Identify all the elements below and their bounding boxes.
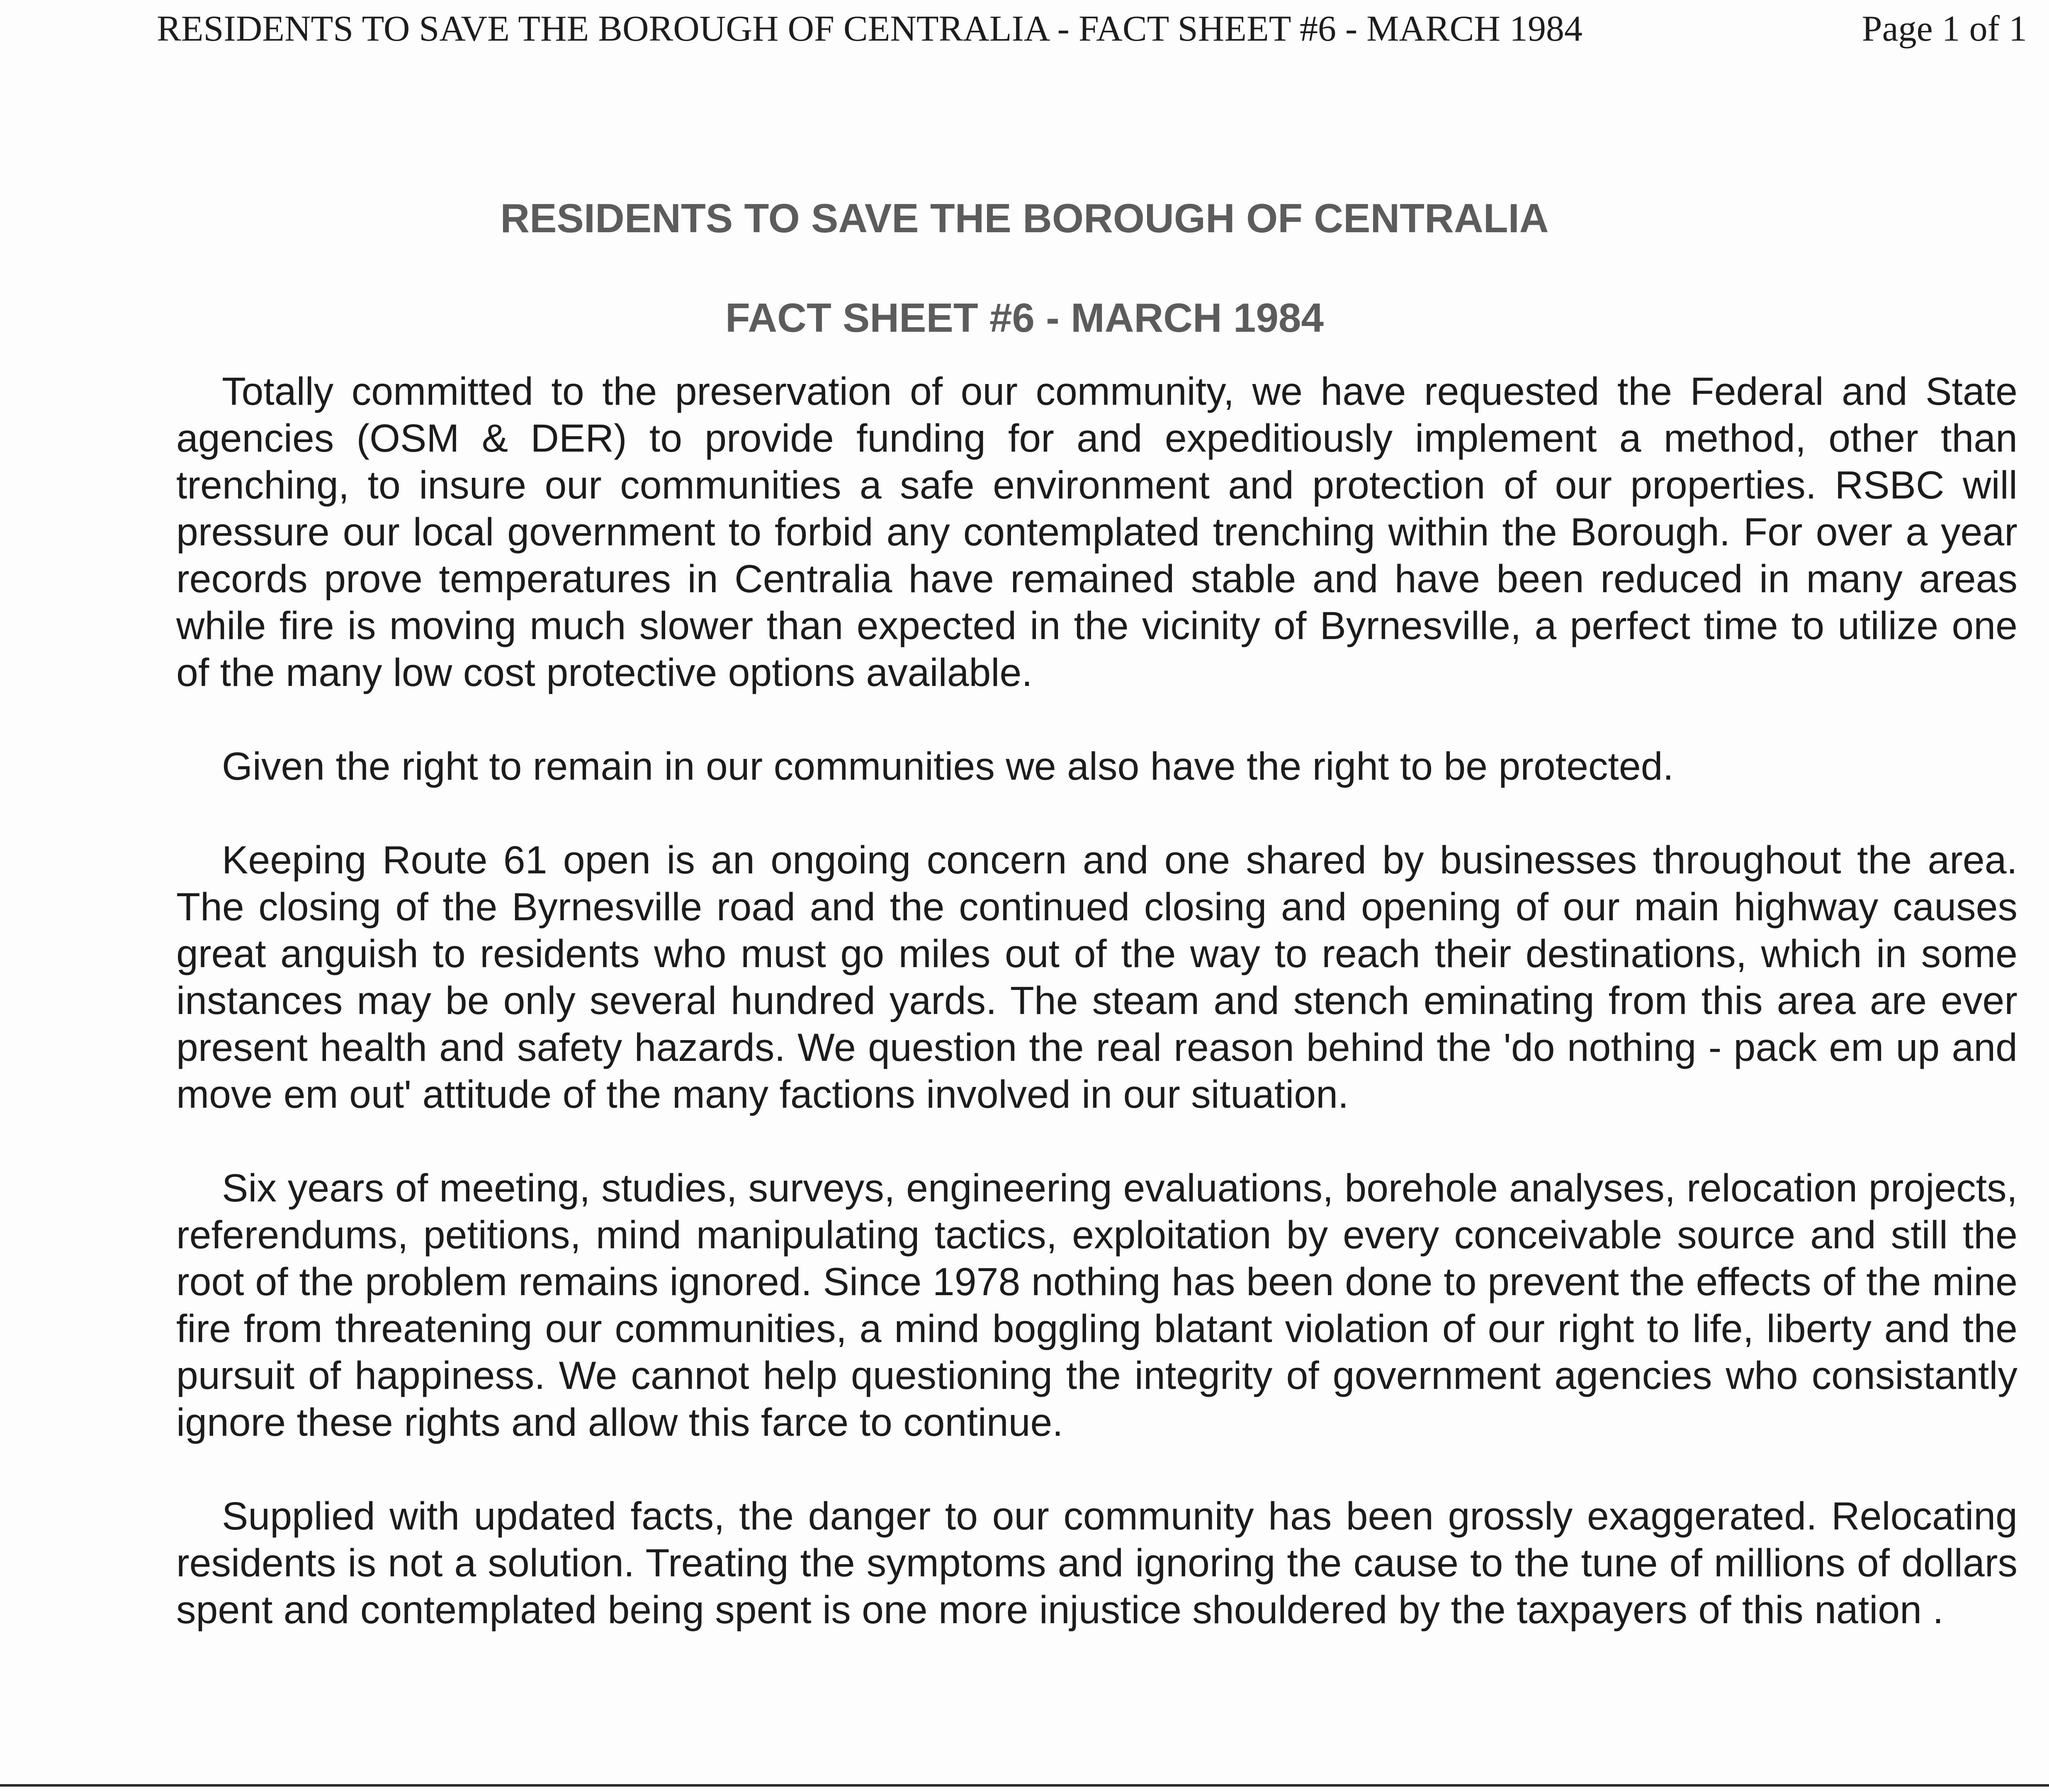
fact-sheet-heading: FACT SHEET #6 - MARCH 1984 <box>725 295 1324 340</box>
paragraph-2: Given the right to remain in our communities we also have the right to be protected. <box>222 744 1674 788</box>
page-bottom-edge <box>0 1784 2049 1787</box>
paragraph-1: Totally committed to the preservation of our community, we have requested the Federal and State agencies (OSM & DER) to provide funding for and expeditiously implement a method, other than trenching, to insure our communities a safe environment and protection of our properties. RSBC will pressure our local government to forbid any contemplated trenching within the Borough. For over a year records prove temperatures in Centralia have remained stable and have been reduced in many areas while fire is moving much slower than expected in the vicinity of Byrnesville, a perfect time to utilize one of the many low cost protective options available. <box>176 370 2017 695</box>
running-header <box>157 0 2031 58</box>
page-number: Page 1 of 1 <box>1862 9 2027 49</box>
paragraph-4: Six years of meeting, studies, surveys, engineering evaluations, borehole analyses, relocation projects, referendums, petitions, mind manipulating tactics, exploitation by every conceivable source and still the root of the problem remains ignored. Since 1978 nothing has been done to prevent the effects of the mine fire from threatening our communities, a mind boggling blatant violation of our right to life, liberty and the pursuit of happiness. We cannot help questioning the integrity of government agencies who consistantly ignore these rights and allow this farce to continue. <box>176 1166 2017 1444</box>
running-header-title: RESIDENTS TO SAVE THE BOROUGH OF CENTRALIA - FACT SHEET #6 - MARCH 1984 <box>157 9 1583 49</box>
paragraph-3: Keeping Route 61 open is an ongoing concern and one shared by businesses throughout the area. The closing of the Byrnesville road and the continued closing and opening of our main highway causes great anguish to residents who must go miles out of the way to reach their destinations, which in some instances may be only several hundred yards. The steam and stench eminating from this area are ever present health and safety hazards. We question the real reason behind the 'do nothing - pack em up and move em out' attitude of the many factions involved in our situation. <box>176 838 2017 1116</box>
document-body <box>176 368 2017 1680</box>
paragraph-5: Supplied with updated facts, the danger to our community has been grossly exaggerated. Relocating residents is not a solution. Treating the symptoms and ignoring the cause to the tune of millions of dollars spent and contemplated being spent is one more injustice shouldered by the taxpayers of this nation . <box>176 1494 2017 1632</box>
organization-heading: RESIDENTS TO SAVE THE BOROUGH OF CENTRALIA <box>500 195 1549 241</box>
